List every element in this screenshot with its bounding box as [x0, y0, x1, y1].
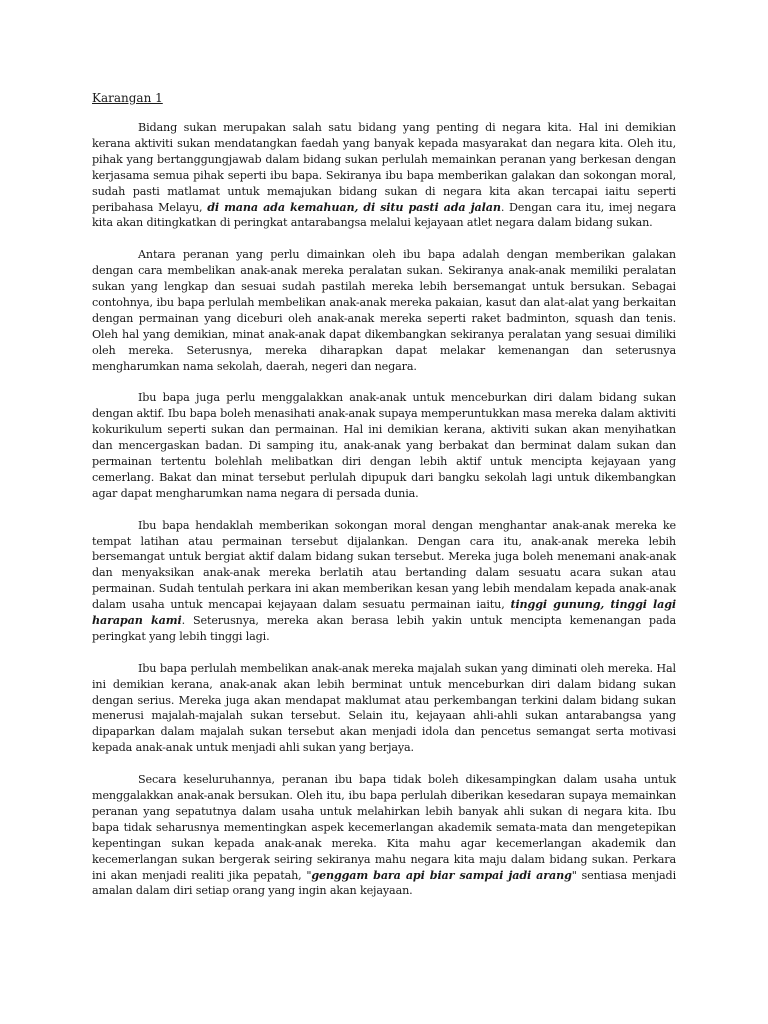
paragraph-text: Ibu bapa hendaklah memberikan sokongan moral dengan menghantar anak-anak mereka ke tempat latihan atau permainan tersebut dijalankan. Dengan cara itu, anak-anak mereka lebih bersemangat untuk bergiat aktif dalam bidang sukan tersebut. Mereka juga boleh menemani anak-anak dan menyaksikan anak-anak mereka berlatih atau bertanding dalam sesuatu acara sukan atau permainan. Sudah tentulah perkara ini akan memberikan kesan yang lebih mendalam kepada anak-anak dalam usaha untuk mencapai kejayaan dalam sesuatu permainan iaitu, [92, 518, 676, 612]
paragraph-text: Bidang sukan merupakan salah satu bidang yang penting di negara kita. Hal ini demikian kerana aktiviti sukan mendatangkan faedah yang banyak kepada masyarakat dan negara kita. Oleh itu, pihak yang bertanggungjawab dalam bidang sukan perlulah memainkan peranan yang berkesan dengan kerjasama semua pihak seperti ibu bapa. Sekiranya ibu bapa memberikan galakan dan sokongan moral, sudah pasti matlamat untuk memajukan bidang sukan di negara kita akan tercapai iaitu seperti peribahasa Melayu, [92, 121, 676, 214]
paragraph-6 [92, 772, 676, 899]
paragraph-1 [92, 120, 676, 231]
peribahasa-text: di mana ada kemahuan, di situ pasti ada jalan [207, 199, 501, 214]
paragraph-text: Antara peranan yang perlu dimainkan oleh ibu bapa adalah dengan memberikan galakan dengan cara membelikan anak-anak mereka peralatan sukan. Sekiranya anak-anak memiliki peralatan sukan yang lengkap dan sesuai sudah pastilah mereka lebih bersemangat untuk bersukan. Sebagai contohnya, ibu bapa perlulah membelikan anak-anak mereka pakaian, kasut dan alat-alat yang berkaitan dengan permainan yang diceburi oleh anak-anak mereka seperti raket badminton, squash dan tenis. Oleh hal yang demikian, minat anak-anak dapat dikembangkan sekiranya peralatan yang sesuai dimiliki oleh mereka. Seterusnya, mereka diharapkan dapat melakar kemenangan dan seterusnya mengharumkan nama sekolah, daerah, negeri dan negara. [92, 248, 676, 373]
paragraph-text: . Seterusnya, mereka akan berasa lebih yakin untuk mencipta kemenangan pada peringkat yang lebih tinggi lagi. [92, 614, 676, 643]
paragraph-text: " sentiasa menjadi amalan dalam diri setiap orang yang ingin akan kejayaan. [92, 868, 677, 898]
essay-title: Karangan 1 [92, 91, 163, 105]
paragraph-text: . Dengan cara itu, imej negara kita akan ditingkatkan di peringkat antarabangsa melalui kejayaan atlet negara dalam bidang sukan. [92, 200, 677, 230]
paragraph-4 [92, 518, 676, 645]
paragraph-text: Ibu bapa perlulah membelikan anak-anak mereka majalah sukan yang diminati oleh mereka. Hal ini demikian kerana, anak-anak akan lebih berminat untuk menceburkan diri dalam bidang sukan dengan serius. Mereka juga akan mendapat maklumat atau perkembangan terkini dalam bidang sukan menerusi majalah-majalah sukan tersebut. Selain itu, kejayaan ahli-ahli sukan antarabangsa yang dipaparkan dalam majalah sukan tersebut akan menjadi idola dan pencetus semangat serta motivasi kepada anak-anak untuk menjadi ahli sukan yang berjaya. [92, 661, 676, 755]
paragraph-2 [92, 247, 676, 374]
paragraph-5 [92, 661, 676, 756]
paragraph-text: Ibu bapa juga perlu menggalakkan anak-anak untuk menceburkan diri dalam bidang sukan dengan aktif. Ibu bapa boleh menasihati anak-anak supaya memperuntukkan masa mereka dalam aktiviti kokurikulum seperti sukan dan permainan. Hal ini demikian kerana, aktiviti sukan akan menyihatkan dan mencergaskan badan. Di samping itu, anak-anak yang berbakat dan berminat dalam sukan dan permainan tertentu bolehlah melibatkan diri dengan lebih aktif untuk mencipta kejayaan yang cemerlang. Bakat dan minat tersebut perlulah dipupuk dari bangku sekolah lagi untuk dikembangkan agar dapat mengharumkan nama negara di persada dunia. [92, 391, 676, 500]
peribahasa-text: tinggi gunung, tinggi lagi harapan kami [92, 597, 676, 628]
pepatah-text: genggam bara api biar sampai jadi arang [311, 867, 572, 882]
paragraph-3 [92, 390, 676, 501]
paragraph-text: Secara keseluruhannya, peranan ibu bapa tidak boleh dikesampingkan dalam usaha untuk menggalakkan anak-anak bersukan. Oleh itu, ibu bapa perlulah diberikan kesedaran supaya memainkan peranan yang sepatutnya dalam usaha untuk melahirkan lebih banyak ahli sukan di negara kita. Ibu bapa tidak seharusnya mementingkan aspek kecemerlangan akademik semata-mata dan mengetepikan kepentingan sukan kepada anak-anak mereka. Kita mahu agar kecemerlangan akademik dan kecemerlangan sukan bergerak seiring sekiranya mahu negara kita maju dalam bidang sukan. Perkara ini akan menjadi realiti jika pepatah, " [92, 773, 676, 882]
